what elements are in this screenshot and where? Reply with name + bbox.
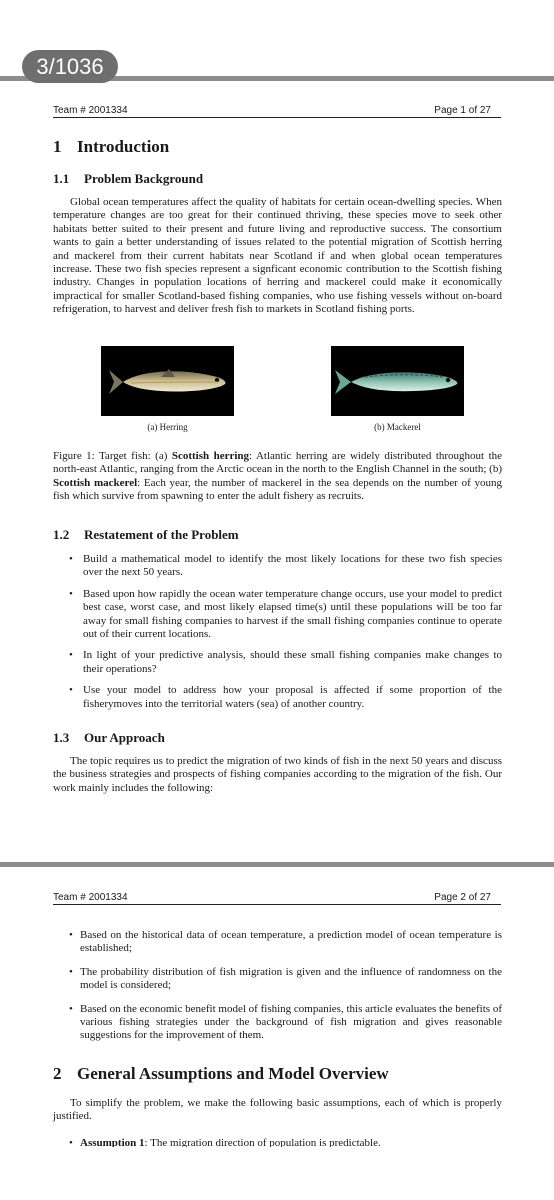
subsection-heading-approach: 1.3 Our Approach — [53, 730, 165, 745]
list-item: • Assumption 1: The migration direction of population is predictable. — [69, 1137, 381, 1147]
mackerel-image — [331, 346, 464, 416]
mackerel-fish-icon — [331, 346, 464, 416]
list-item: • Based on the economic benefit model of fishing companies, this article evaluates the benefits of various fishing strategies under the background of fish migration and gives reasonable suggestions for the improvement of them. — [69, 1002, 502, 1042]
figure-a-caption: (a) Herring — [147, 422, 188, 432]
assumptions-list — [53, 1137, 502, 1147]
herring-image — [101, 346, 234, 416]
herring-fish-icon — [101, 346, 234, 416]
list-item: • Based on the historical data of ocean temperature, a prediction model of ocean temperature is established; — [69, 929, 502, 955]
header-page-number: Page 2 of 27 — [434, 892, 491, 903]
list-item: • Based upon how rapidly the ocean water temperature change occurs, use your model to predict best case, worst case, and most likely elapsed time(s) until these populations will be too far away for small fishing companies to harvest if the small fishing companies continue to operate out of their current locations. — [69, 587, 502, 641]
list-item: • Build a mathematical model to identify the most likely locations for these two fish species over the next 50 years. — [69, 553, 502, 579]
figure-1-caption: Figure 1: Target fish: (a) Scottish herring: Atlantic herring are widely distributed throughout the north-east Atlantic, ranging from the Arctic ocean in the north to the English Channel in the south; (b) Scottish mackerel: Each year, the number of mackerel in the sea depends on the number of young fish which survive from spawning to enter the adult fishery as recruits. — [53, 450, 503, 503]
assumptions-intro: To simplify the problem, we make the following basic assumptions, each of which is properly justified. — [53, 1097, 502, 1123]
list-item: • In light of your predictive analysis, should these small fishing companies make changes to their operations? — [69, 649, 502, 675]
pdf-page-2 — [0, 867, 554, 1147]
list-item: • The probability distribution of fish migration is given and the influence of randomness on the model is considered; — [69, 965, 502, 992]
pdf-page-1 — [0, 81, 554, 862]
background-paragraph: Global ocean temperatures affect the quality of habitats for certain ocean-dwelling species. When temperature changes are too great for their continued thriving, these species move to seek other habitats better suited to their present and future living and reproductive success. The consortium wants to gain a better understanding of issues related to the potential migration of Scottish herring and mackerel from their current habitats near Scotland if and when global ocean temperatures increase. These two fish species represent a signficant economic contribution to the Scottish fishing industry. Changes in population locations of herring and mackerel could make it economically impractical for smaller Scotland-based fishing companies, who use fishing vessels without on-board refrigeration, to harvest and deliver fresh fish to markets in Scotland fishing ports. — [53, 196, 502, 316]
section-heading-assumptions: 2 General Assumptions and Model Overview — [53, 1064, 389, 1083]
section-heading-introduction: 1 Introduction — [53, 137, 170, 156]
subsection-heading-restatement: 1.2 Restatement of the Problem — [53, 527, 239, 542]
page-header — [53, 892, 501, 905]
figure-b-caption: (b) Mackerel — [374, 422, 421, 432]
page-counter-badge: 3/1036 — [22, 50, 118, 83]
list-item: • Use your model to address how your proposal is affected if some proportion of the fisherymoves into the territorial waters (sea) of another country. — [69, 684, 502, 710]
header-team: Team # 2001334 — [53, 105, 128, 116]
page-header — [53, 105, 501, 118]
restatement-list — [53, 553, 502, 711]
approach-list — [53, 929, 502, 1043]
header-page-number: Page 1 of 27 — [434, 105, 491, 116]
header-team: Team # 2001334 — [53, 892, 128, 903]
subsection-heading-background: 1.1 Problem Background — [53, 171, 204, 186]
approach-paragraph: The topic requires us to predict the migration of two kinds of fish in the next 50 years and discuss the business strategies and prospects of fishing companies according to the migration of the fish. Our work mainly includes the following: — [53, 755, 502, 794]
